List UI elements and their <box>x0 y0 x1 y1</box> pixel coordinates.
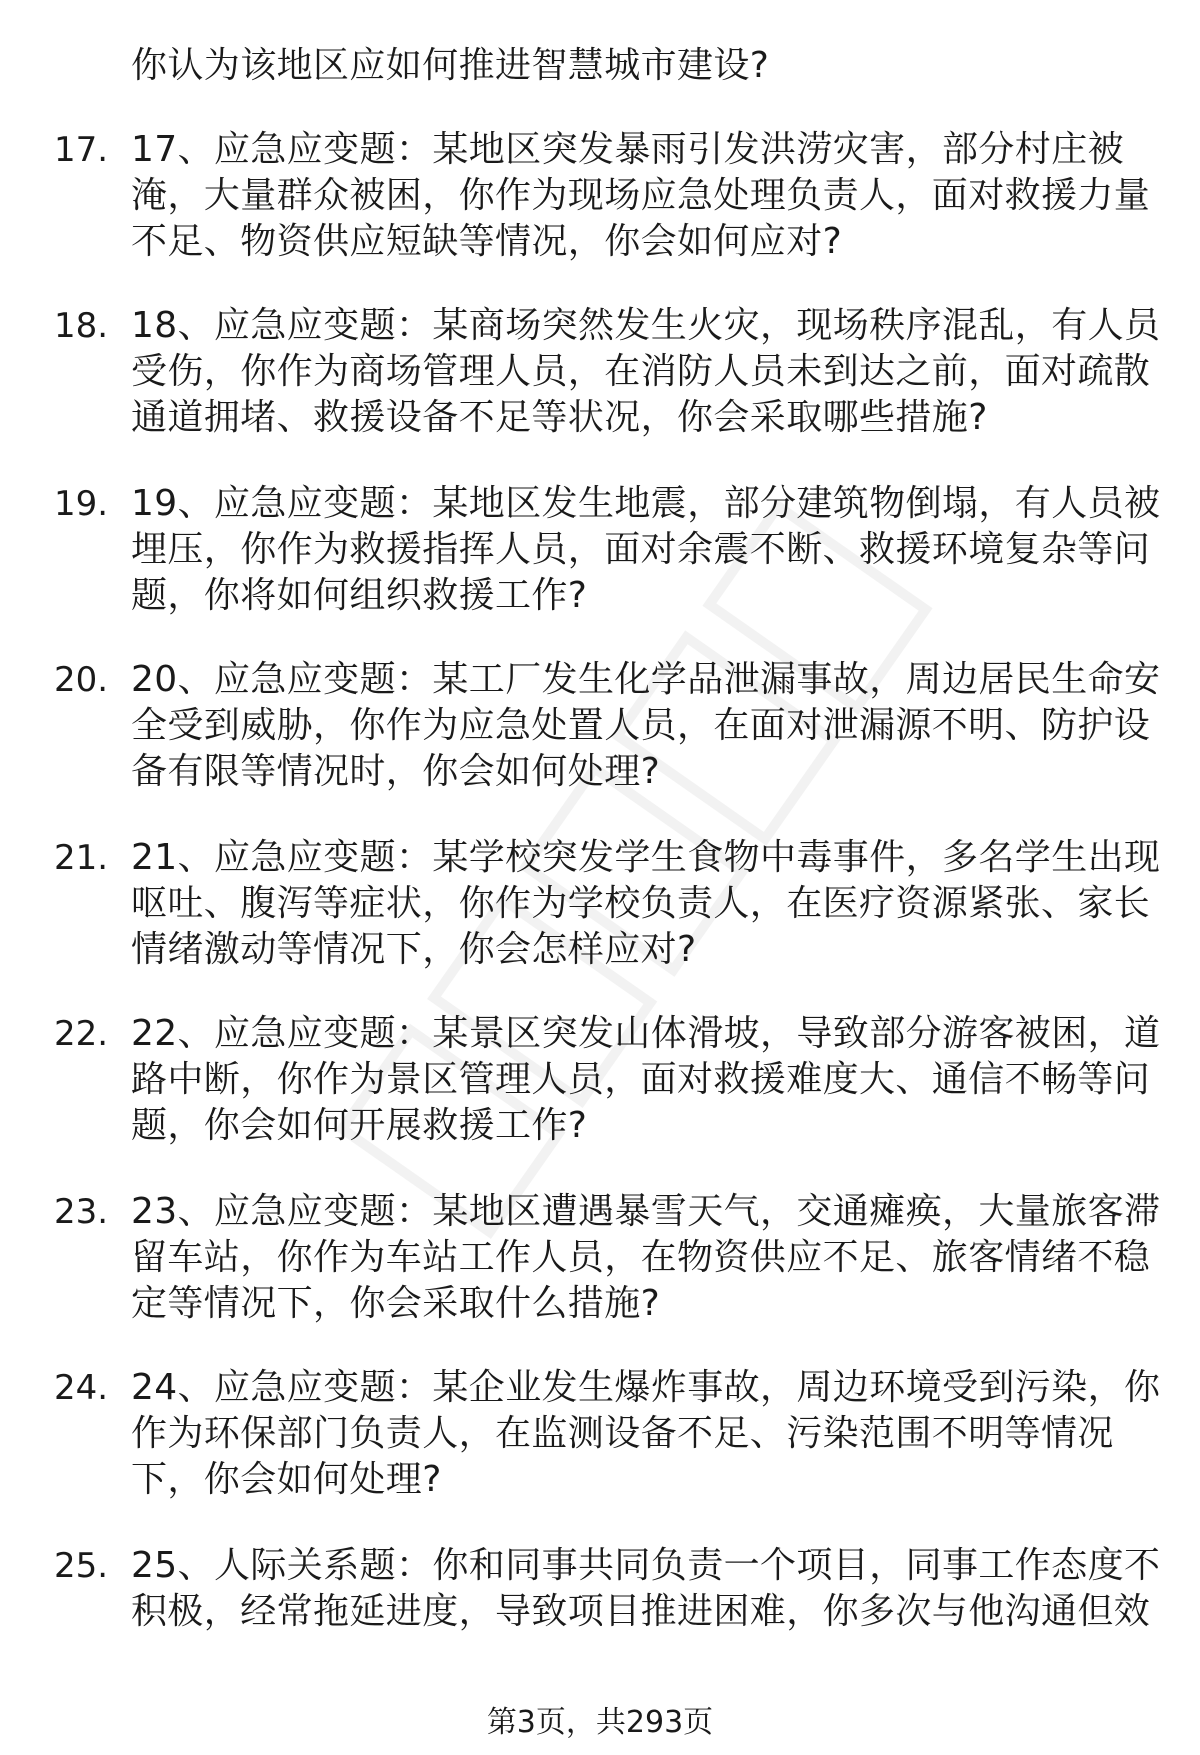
question-text-line: 题，你会如何开展救援工作? <box>131 1105 588 1146</box>
question-text-line: 情绪激动等情况下，你会怎样应对? <box>131 929 697 970</box>
question-text-line: 18、应急应变题：某商场突然发生火灾，现场秩序混乱，有人员 <box>131 305 1161 346</box>
question-text-line: 积极，经常拖延进度，导致项目推进困难，你多次与他沟通但效 <box>131 1591 1151 1632</box>
question-text-line: 呕吐、腹泻等症状，你作为学校负责人，在医疗资源紧张、家长 <box>131 883 1151 924</box>
question-text-line: 路中断，你作为景区管理人员，面对救援难度大、通信不畅等问 <box>131 1059 1151 1100</box>
question-number: 24. <box>54 1368 109 1408</box>
question-text-line: 17、应急应变题：某地区突发暴雨引发洪涝灾害，部分村庄被 <box>131 129 1125 170</box>
question-number: 17. <box>54 130 109 170</box>
question-number: 23. <box>54 1192 109 1232</box>
question-text-line: 埋压，你作为救援指挥人员，面对余震不断、救援环境复杂等问 <box>131 529 1151 570</box>
question-text-line: 你认为该地区应如何推进智慧城市建设? <box>131 45 770 86</box>
question-text-line: 通道拥堵、救援设备不足等状况，你会采取哪些措施? <box>131 397 988 438</box>
question-number: 19. <box>54 484 109 524</box>
question-number: 21. <box>54 838 109 878</box>
question-text-line: 20、应急应变题：某工厂发生化学品泄漏事故，周边居民生命安 <box>131 659 1161 700</box>
question-text-line: 作为环保部门负责人，在监测设备不足、污染范围不明等情况 <box>131 1413 1114 1454</box>
question-number: 20. <box>54 660 109 700</box>
question-text-line: 定等情况下，你会采取什么措施? <box>131 1283 661 1324</box>
question-number: 18. <box>54 306 109 346</box>
question-text-line: 淹，大量群众被困，你作为现场应急处理负责人，面对救援力量 <box>131 175 1151 216</box>
question-text-line: 19、应急应变题：某地区发生地震，部分建筑物倒塌，有人员被 <box>131 483 1161 524</box>
page-footer: 第3页，共293页 <box>486 1705 714 1740</box>
question-text-line: 全受到威胁，你作为应急处置人员，在面对泄漏源不明、防护设 <box>131 705 1151 746</box>
question-text-line: 22、应急应变题：某景区突发山体滑坡，导致部分游客被困，道 <box>131 1013 1161 1054</box>
question-text-line: 留车站，你作为车站工作人员，在物资供应不足、旅客情绪不稳 <box>131 1237 1151 1278</box>
question-text-line: 下，你会如何处理? <box>131 1459 442 1500</box>
question-number: 25. <box>54 1546 109 1586</box>
question-text-line: 21、应急应变题：某学校突发学生食物中毒事件，多名学生出现 <box>131 837 1161 878</box>
question-text-line: 24、应急应变题：某企业发生爆炸事故，周边环境受到污染，你 <box>131 1367 1161 1408</box>
question-text-line: 23、应急应变题：某地区遭遇暴雪天气，交通瘫痪，大量旅客滞 <box>131 1191 1161 1232</box>
question-text-line: 备有限等情况时，你会如何处理? <box>131 751 661 792</box>
question-text-line: 受伤，你作为商场管理人员，在消防人员未到达之前，面对疏散 <box>131 351 1151 392</box>
question-text-line: 题，你将如何组织救援工作? <box>131 575 588 616</box>
question-text-line: 25、人际关系题：你和同事共同负责一个项目，同事工作态度不 <box>131 1545 1161 1586</box>
question-text-line: 不足、物资供应短缺等情况，你会如何应对? <box>131 221 843 262</box>
question-number: 22. <box>54 1014 109 1054</box>
